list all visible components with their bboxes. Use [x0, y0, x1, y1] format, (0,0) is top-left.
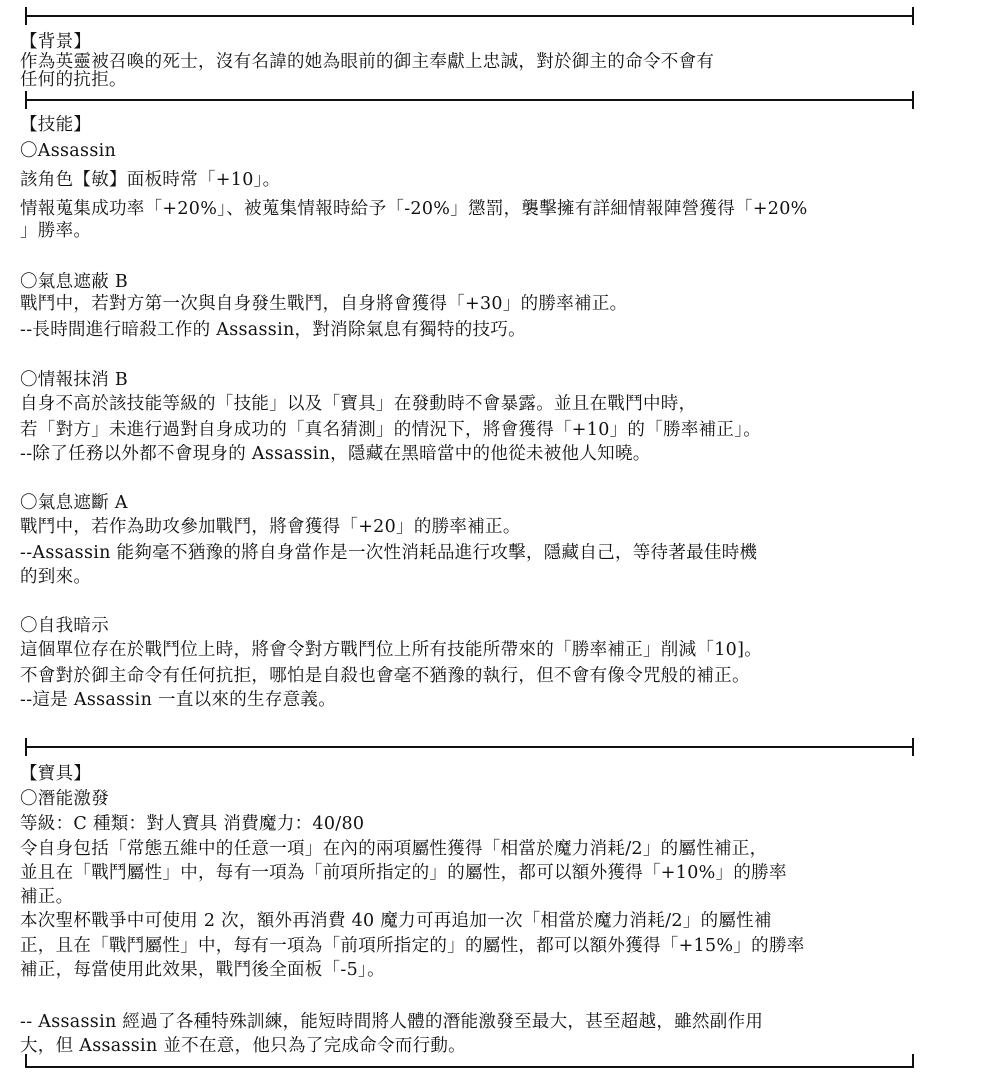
skill-line: 戰鬥中，若對方第一次與自身發生戰鬥，自身將會獲得「+30」的勝率補正。 — [20, 294, 628, 314]
skill-line: 不會對於御主命令有任何抗拒，哪怕是自殺也會毫不猶豫的執行，但不會有像令咒般的補正。 — [20, 666, 750, 686]
noble-phantasm-line: 令自身包括「常態五維中的任意一項」在內的兩項屬性獲得「相當於魔力消耗/2」的屬性補正， — [20, 839, 768, 859]
section-divider-skills — [25, 738, 914, 756]
noble-phantasm-line: -- Assassin 經過了各種特殊訓練，能短時間將人體的潛能激發至最大，甚至超越，雖然副作用 — [20, 1012, 764, 1032]
skill-title-information-erasure: 〇情報抹消 B — [20, 370, 129, 390]
skill-line: 的到來。 — [20, 567, 92, 587]
background-heading: 【背景】 — [20, 32, 92, 52]
noble-phantasm-heading: 【寶具】 — [20, 764, 92, 784]
background-line: 任何的抗拒。 — [20, 70, 127, 90]
skill-title-presence-blocking: 〇氣息遮斷 A — [20, 493, 128, 513]
skill-line: --長時間進行暗殺工作的 Assassin，對消除氣息有獨特的技巧。 — [20, 320, 526, 340]
skill-line: 若「對方」未進行過對自身成功的「真名猜測」的情況下，將會獲得「+10」的「勝率補正」。 — [20, 420, 762, 440]
noble-phantasm-line: 本次聖杯戰爭中可使用 2 次，額外再消費 40 魔力可再追加一次「相當於魔力消耗/2」的屬性補 — [20, 911, 772, 931]
noble-phantasm-line: 補正。 — [20, 887, 74, 907]
skill-title-assassin: 〇Assassin — [20, 141, 117, 161]
noble-phantasm-line: 正，且在「戰鬥屬性」中，每有一項為「前項所指定的」的屬性，都可以額外獲得「+15%」的勝率 — [20, 936, 805, 956]
skill-line: --這是 Assassin 一直以來的生存意義。 — [20, 690, 337, 710]
skill-line: 情報蒐集成功率「+20%」、被蒐集情報時給予「-20%」懲罰，襲擊擁有詳細情報陣營獲得「+20% — [20, 199, 808, 219]
skill-line: 該角色【敏】面板時常「+10」。 — [20, 170, 281, 190]
noble-phantasm-line: 大，但 Assassin 並不在意，他只為了完成命令而行動。 — [20, 1036, 466, 1056]
noble-phantasm-stats: 等級：C 種類：對人寶具 消費魔力：40/80 — [20, 814, 365, 834]
section-divider-background — [25, 91, 914, 109]
noble-phantasm-line: 補正，每當使用此效果，戰鬥後全面板「-5」。 — [20, 960, 385, 980]
skill-line: --除了任務以外都不會現身的 Assassin，隱藏在黑暗當中的他從未被他人知曉。 — [20, 444, 651, 464]
noble-phantasm-line: 並且在「戰鬥屬性」中，每有一項為「前項所指定的」的屬性，都可以額外獲得「+10%」的勝率 — [20, 863, 787, 883]
skills-heading: 【技能】 — [20, 115, 92, 135]
skill-line: --Assassin 能夠毫不猶豫的將自身當作是一次性消耗品進行攻擊，隱藏自己，等待著最佳時機 — [20, 543, 758, 563]
background-line: 作為英靈被召喚的死士，沒有名諱的她為眼前的御主奉獻上忠誠，對於御主的命令不會有 — [20, 52, 715, 72]
skill-line: 自身不高於該技能等級的「技能」以及「寶具」在發動時不會暴露。並且在戰鬥中時， — [20, 394, 697, 414]
skill-line: 這個單位存在於戰鬥位上時，將會令對方戰鬥位上所有技能所帶來的「勝率補正」削減「10]。 — [20, 640, 762, 660]
skill-line: 」勝率。 — [20, 221, 92, 241]
noble-phantasm-title: 〇潛能激發 — [20, 789, 109, 809]
skill-title-self-suggestion: 〇自我暗示 — [20, 616, 109, 636]
section-divider-top — [25, 7, 914, 25]
skill-title-presence-concealment: 〇氣息遮蔽 B — [20, 272, 129, 292]
skill-line: 戰鬥中，若作為助攻參加戰鬥，將會獲得「+20」的勝率補正。 — [20, 517, 521, 537]
